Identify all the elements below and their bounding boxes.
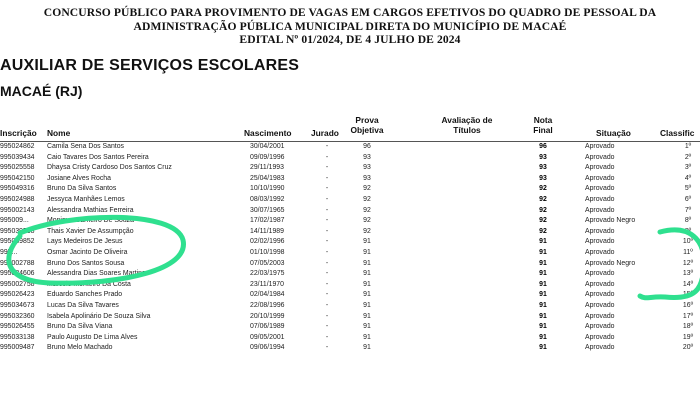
results-table — [0, 142, 700, 354]
table-row — [0, 142, 700, 153]
row-jurado: - — [325, 291, 329, 299]
row-nota-final: 91 — [539, 238, 547, 246]
row-nascimento: 20/10/1999 — [250, 312, 285, 320]
row-jurado: - — [325, 206, 329, 214]
row-name: Dhaysa Cristy Cardoso Dos Santos Cruz — [47, 164, 172, 172]
row-classificacao: 4º — [684, 174, 692, 182]
row-jurado: - — [325, 312, 329, 320]
row-nascimento: 08/03/1992 — [250, 195, 285, 203]
col-nome: Nome — [47, 128, 71, 138]
row-name: Alessandra Dias Soares Martins — [47, 270, 146, 278]
row-jurado: - — [325, 143, 329, 150]
city-title: MACAÉ (RJ) — [0, 83, 83, 99]
row-nascimento: 30/04/2001 — [250, 143, 285, 150]
row-classificacao: 7º — [684, 206, 692, 214]
table-row — [0, 290, 700, 301]
row-inscricao: 995002143 — [0, 206, 35, 214]
row-classificacao: 19º — [682, 333, 694, 341]
row-jurado: - — [325, 195, 329, 203]
row-prova-objetiva: 91 — [363, 333, 371, 341]
row-situacao: Aprovado — [585, 238, 615, 246]
row-situacao: Aprovado — [585, 143, 615, 150]
row-name: Bruno Melo Machado — [47, 344, 113, 352]
row-nascimento: 01/10/1998 — [250, 248, 285, 256]
row-name: Osmar Jacinto De Oliveira — [47, 248, 128, 256]
row-classificacao: 5º — [684, 185, 692, 193]
table-row — [0, 163, 700, 174]
col-prova-line1: Prova — [355, 115, 379, 125]
row-prova-objetiva: 91 — [363, 259, 371, 267]
row-situacao: Aprovado — [585, 227, 615, 235]
row-prova-objetiva: 93 — [363, 164, 371, 172]
header-line-1: CONCURSO PÚBLICO PARA PROVIMENTO DE VAGAS EM CARGOS EFETIVOS DO QUADRO DE PESSOAL DA — [43, 6, 657, 19]
row-situacao: Aprovado — [585, 164, 615, 172]
table-row — [0, 322, 700, 333]
row-name: Paulo Augusto De Lima Alves — [47, 333, 138, 341]
row-prova-objetiva: 93 — [363, 153, 371, 161]
row-nota-final: 93 — [539, 153, 547, 161]
row-nascimento: 09/09/1996 — [250, 153, 285, 161]
row-nota-final: 91 — [539, 333, 547, 341]
row-name: Thais Xavier De Assumpção — [47, 227, 134, 235]
document-header — [0, 6, 700, 47]
col-prova-objetiva — [343, 115, 391, 141]
row-jurado: - — [325, 227, 329, 235]
col-classificacao: Classific — [660, 128, 695, 138]
row-classificacao: 3º — [684, 164, 692, 172]
row-jurado: - — [325, 323, 329, 331]
row-nascimento: 22/08/1996 — [250, 301, 285, 309]
row-jurado: - — [325, 153, 329, 161]
col-inscricao: Inscrição — [0, 128, 37, 138]
table-row — [0, 184, 700, 195]
row-jurado: - — [325, 280, 329, 288]
row-nascimento: 22/03/1975 — [250, 270, 285, 278]
row-nascimento: 02/04/1984 — [250, 291, 285, 299]
table-row — [0, 259, 700, 270]
row-classificacao: 15º — [682, 291, 694, 299]
row-situacao: Aprovado — [585, 312, 615, 320]
row-situacao: Aprovado — [585, 344, 615, 352]
header-line-2: ADMINISTRAÇÃO PÚBLICA MUNICIPAL DIRETA DO MUNICÍPIO DE MACAÉ — [133, 19, 567, 33]
col-avaliacao-line1: Avaliação de — [441, 115, 493, 125]
col-nota-final — [527, 115, 559, 141]
row-prova-objetiva: 91 — [363, 301, 371, 309]
row-nascimento: 10/10/1990 — [250, 185, 285, 193]
row-situacao: Aprovado Negro — [585, 217, 636, 225]
row-name: Isabela Apolinário De Souza Silva — [47, 312, 151, 320]
row-situacao: Aprovado Negro — [585, 259, 636, 267]
col-avaliacao-line2: Títulos — [453, 125, 481, 135]
table-row — [0, 206, 700, 217]
row-inscricao: 995024862 — [0, 143, 35, 150]
row-nota-final: 93 — [539, 174, 547, 182]
row-situacao: Aprovado — [585, 301, 615, 309]
row-nascimento: 23/11/1970 — [250, 280, 284, 288]
row-nascimento: 07/06/1989 — [250, 323, 285, 331]
row-prova-objetiva: 92 — [363, 217, 371, 225]
row-situacao: Aprovado — [585, 291, 615, 299]
row-classificacao: 8º — [684, 217, 692, 225]
row-classificacao: 11º — [683, 248, 693, 256]
table-row — [0, 343, 700, 354]
table-row — [0, 195, 700, 206]
row-prova-objetiva: 91 — [363, 291, 371, 299]
table-row — [0, 248, 700, 259]
table-row — [0, 216, 700, 227]
table-row — [0, 269, 700, 280]
col-nascimento: Nascimento — [244, 128, 292, 138]
table-row — [0, 280, 700, 291]
table-row — [0, 153, 700, 164]
row-prova-objetiva: 91 — [363, 323, 371, 331]
row-nota-final: 92 — [539, 227, 547, 235]
row-jurado: - — [325, 344, 329, 352]
col-situacao: Situação — [596, 128, 631, 138]
position-title: AUXILIAR DE SERVIÇOS ESCOLARES — [0, 57, 300, 74]
row-name: Lucas Da Silva Tavares — [47, 301, 119, 309]
row-inscricao: 995033138 — [0, 333, 35, 341]
row-name: Bruno Da Silva Santos — [47, 185, 117, 193]
row-inscricao: 995049316 — [0, 185, 35, 193]
row-name: Jessyca Manhães Lemos — [47, 195, 125, 203]
row-classificacao: 1º — [684, 143, 692, 150]
row-nascimento: 17/02/1987 — [250, 217, 285, 225]
row-nota-final: 91 — [539, 248, 547, 256]
row-prova-objetiva: 92 — [363, 195, 371, 203]
row-classificacao: 12º — [682, 259, 694, 267]
row-nota-final: 92 — [539, 217, 547, 225]
row-inscricao: 995034606 — [0, 270, 35, 278]
row-jurado: - — [325, 217, 329, 225]
col-avaliacao-titulos — [432, 115, 502, 141]
table-row — [0, 227, 700, 238]
row-nascimento: 09/05/2001 — [250, 333, 285, 341]
row-inscricao: 995034673 — [0, 301, 35, 309]
row-name: Bruno Dos Santos Sousa — [47, 259, 125, 267]
table-row — [0, 312, 700, 323]
table-row — [0, 333, 700, 344]
row-name: Alessandra Mathias Ferreira — [47, 206, 134, 214]
table-row — [0, 237, 700, 248]
row-name: Bruno Da Silva Viana — [47, 323, 113, 331]
row-inscricao: 995025558 — [0, 164, 35, 172]
row-situacao: Aprovado — [585, 248, 615, 256]
row-classificacao: 14º — [682, 280, 694, 288]
row-nota-final: 91 — [539, 344, 547, 352]
row-situacao: Aprovado — [585, 333, 615, 341]
row-nota-final: 92 — [539, 206, 547, 214]
row-prova-objetiva: 96 — [363, 143, 371, 150]
row-nota-final: 96 — [539, 143, 547, 150]
col-prova-line2: Objetiva — [350, 125, 384, 135]
row-classificacao: 6º — [684, 195, 692, 203]
row-name: Lays Medeiros De Jesus — [47, 238, 123, 246]
row-jurado: - — [325, 164, 329, 172]
row-situacao: Aprovado — [585, 323, 615, 331]
row-situacao: Aprovado — [585, 185, 615, 193]
row-jurado: - — [325, 333, 329, 341]
row-nascimento: 02/02/1996 — [250, 238, 285, 246]
row-prova-objetiva: 91 — [363, 344, 371, 352]
row-situacao: Aprovado — [585, 206, 615, 214]
row-name: Camila Sena Dos Santos — [47, 143, 124, 150]
row-nascimento: 09/06/1994 — [250, 344, 285, 352]
row-nota-final: 91 — [539, 270, 547, 278]
row-nota-final: 92 — [539, 185, 547, 193]
row-nota-final: 91 — [539, 291, 547, 299]
row-classificacao: 20º — [682, 344, 694, 352]
row-situacao: Aprovado — [585, 270, 615, 278]
row-classificacao: 16º — [682, 301, 694, 309]
col-nota-line1: Nota — [533, 115, 553, 125]
row-prova-objetiva: 92 — [363, 227, 371, 235]
row-nota-final: 91 — [539, 301, 547, 309]
row-name: Josiane Alves Rocha — [47, 174, 111, 182]
row-nota-final: 91 — [539, 323, 547, 331]
row-name: Eduardo Sanches Prado — [47, 291, 123, 299]
row-nascimento: 07/05/2003 — [250, 259, 285, 267]
row-jurado: - — [325, 238, 329, 246]
row-prova-objetiva: 93 — [363, 174, 371, 182]
row-inscricao: 995039558 — [0, 227, 35, 235]
row-classificacao: 13º — [682, 270, 694, 278]
table-row — [0, 301, 700, 312]
row-situacao: Aprovado — [585, 153, 615, 161]
row-inscricao: 995026455 — [0, 323, 35, 331]
row-prova-objetiva: 91 — [363, 312, 371, 320]
col-nota-line2: Final — [533, 125, 553, 135]
row-inscricao: 995039434 — [0, 153, 35, 161]
row-inscricao: 995039852 — [0, 238, 35, 246]
row-classificacao: 17º — [682, 312, 694, 320]
row-prova-objetiva: 91 — [363, 238, 371, 246]
row-name: Monique Carneiro De Souza — [47, 217, 134, 225]
row-situacao: Aprovado — [585, 195, 615, 203]
row-nascimento: 25/04/1983 — [250, 174, 285, 182]
row-classificacao: 18º — [682, 323, 694, 331]
row-prova-objetiva: 92 — [363, 206, 371, 214]
row-classificacao: 9º — [684, 227, 692, 235]
row-inscricao: 995042150 — [0, 174, 35, 182]
row-nota-final: 91 — [539, 259, 547, 267]
row-jurado: - — [325, 259, 329, 267]
row-prova-objetiva: 92 — [363, 185, 371, 193]
col-jurado: Jurado — [311, 128, 339, 138]
row-nascimento: 30/07/1965 — [250, 206, 285, 214]
row-inscricao: 995009487 — [0, 344, 35, 352]
row-jurado: - — [325, 301, 329, 309]
row-nascimento: 29/11/1993 — [250, 164, 284, 172]
header-line-3: EDITAL Nº 01/2024, DE 4 JULHO DE 2024 — [239, 33, 461, 46]
row-inscricao: 995024988 — [0, 195, 35, 203]
row-inscricao: 995026423 — [0, 291, 35, 299]
row-name: Marcelo Monteiro Da Costa — [47, 280, 131, 288]
row-classificacao: 10º — [682, 238, 694, 246]
row-nota-final: 91 — [539, 312, 547, 320]
row-jurado: - — [325, 174, 329, 182]
row-inscricao: 995002788 — [0, 259, 35, 267]
row-nota-final: 92 — [539, 195, 547, 203]
row-inscricao: 995... — [0, 248, 18, 256]
row-inscricao: 995009... — [0, 217, 29, 225]
row-inscricao: 995002758 — [0, 280, 35, 288]
row-jurado: - — [325, 270, 329, 278]
row-jurado: - — [325, 248, 329, 256]
row-nascimento: 14/11/1989 — [250, 227, 284, 235]
row-jurado: - — [325, 185, 329, 193]
row-classificacao: 2º — [684, 153, 692, 161]
table-row — [0, 174, 700, 185]
row-situacao: Aprovado — [585, 174, 615, 182]
row-nota-final: 91 — [539, 280, 547, 288]
row-prova-objetiva: 91 — [363, 270, 371, 278]
row-situacao: Aprovado — [585, 280, 615, 288]
row-prova-objetiva: 91 — [363, 248, 371, 256]
row-name: Caio Tavares Dos Santos Pereira — [47, 153, 149, 161]
row-inscricao: 995032360 — [0, 312, 35, 320]
row-prova-objetiva: 91 — [363, 280, 371, 288]
row-nota-final: 93 — [539, 164, 547, 172]
